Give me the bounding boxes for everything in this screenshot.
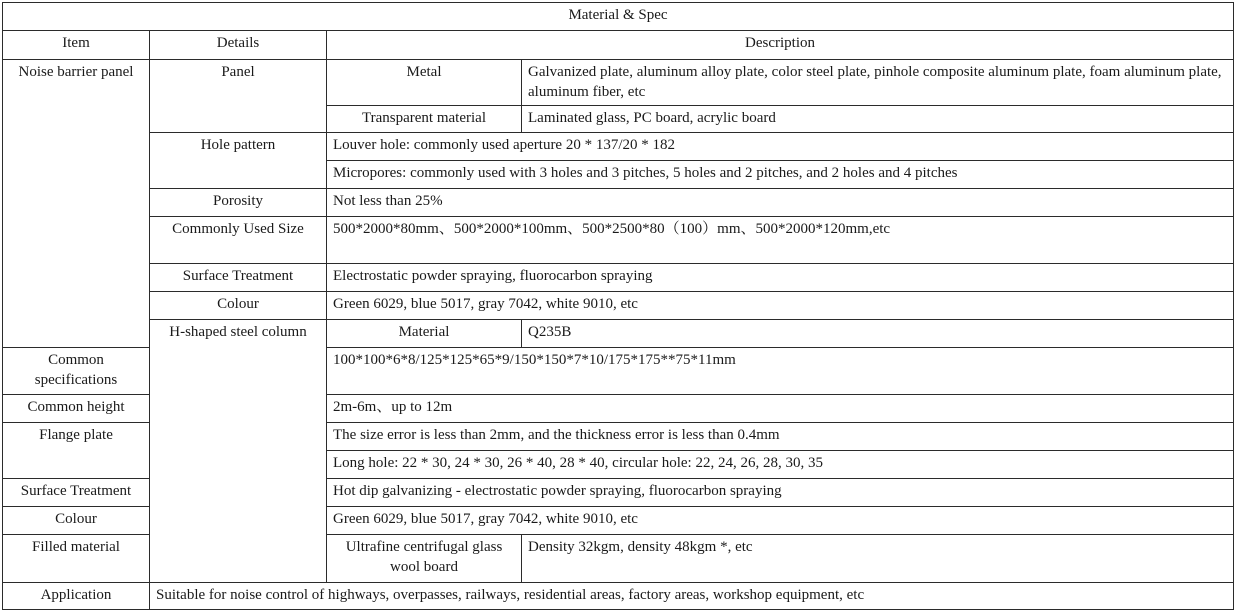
table-row (3, 3, 1234, 31)
panel-metal-desc: Galvanized plate, aluminum alloy plate, color steel plate, pinhole composite aluminum plate, foam aluminum plate, aluminum fiber, etc (522, 60, 1234, 106)
panel-transparent-desc: Laminated glass, PC board, acrylic board (522, 106, 1234, 133)
item-h-column: H-shaped steel column (150, 320, 327, 583)
header-description: Description (327, 31, 1234, 60)
table-row (3, 189, 1234, 217)
porosity-value: Not less than 25% (327, 189, 1234, 217)
detail-common-specs: Common specifications (3, 348, 150, 395)
detail-hole-pattern: Hole pattern (150, 133, 327, 189)
item-noise-barrier: Noise barrier panel (3, 60, 150, 348)
hole-micropores: Micropores: commonly used with 3 holes and 3 pitches, 5 holes and 2 pitches, and 2 holes and 4 pitches (327, 161, 1234, 189)
detail-surface-treatment: Surface Treatment (3, 479, 150, 507)
detail-glass-wool-board: Ultrafine centrifugal glass wool board (327, 535, 522, 583)
panel-metal-label: Metal (327, 60, 522, 106)
detail-common-height: Common height (3, 395, 150, 423)
colour-value: Green 6029, blue 5017, gray 7042, white 9010, etc (327, 292, 1234, 320)
detail-surface-treatment: Surface Treatment (150, 264, 327, 292)
table-row (3, 217, 1234, 264)
detail-porosity: Porosity (150, 189, 327, 217)
size-value: 500*2000*80mm、500*2000*100mm、500*2500*80（100）mm、500*2000*120mm,etc (327, 217, 1234, 264)
material-value: Q235B (522, 320, 1234, 348)
header-item: Item (3, 31, 150, 60)
panel-transparent-label: Transparent material (327, 106, 522, 133)
detail-flange-plate: Flange plate (3, 423, 150, 479)
common-specs-value: 100*100*6*8/125*125*65*9/150*150*7*10/175*175**75*11mm (327, 348, 1234, 395)
flange-error: The size error is less than 2mm, and the thickness error is less than 0.4mm (327, 423, 1234, 451)
common-height-value: 2m-6m、up to 12m (327, 395, 1234, 423)
material-spec-table (2, 2, 1234, 610)
detail-colour: Colour (3, 507, 150, 535)
filled-material-value: Density 32kgm, density 48kgm *, etc (522, 535, 1234, 583)
table-row (3, 583, 1234, 610)
header-row (3, 31, 1234, 60)
table-row (3, 320, 1234, 348)
table-row (3, 264, 1234, 292)
detail-panel: Panel (150, 60, 327, 133)
table-row (3, 133, 1234, 161)
surface-treatment-value: Electrostatic powder spraying, fluorocarbon spraying (327, 264, 1234, 292)
detail-size: Commonly Used Size (150, 217, 327, 264)
item-filled-material: Filled material (3, 535, 150, 583)
flange-holes: Long hole: 22 * 30, 24 * 30, 26 * 40, 28 * 40, circular hole: 22, 24, 26, 28, 30, 35 (327, 451, 1234, 479)
hole-louver: Louver hole: commonly used aperture 20 * 137/20 * 182 (327, 133, 1234, 161)
table-row (3, 292, 1234, 320)
header-details: Details (150, 31, 327, 60)
colour-value: Green 6029, blue 5017, gray 7042, white 9010, etc (327, 507, 1234, 535)
surface-treatment-value: Hot dip galvanizing - electrostatic powder spraying, fluorocarbon spraying (327, 479, 1234, 507)
item-application: Application (3, 583, 150, 610)
table-title: Material & Spec (3, 3, 1234, 31)
detail-material: Material (327, 320, 522, 348)
application-value: Suitable for noise control of highways, overpasses, railways, residential areas, factory areas, workshop equipment, etc (150, 583, 1234, 610)
detail-colour: Colour (150, 292, 327, 320)
table-row (3, 60, 1234, 106)
